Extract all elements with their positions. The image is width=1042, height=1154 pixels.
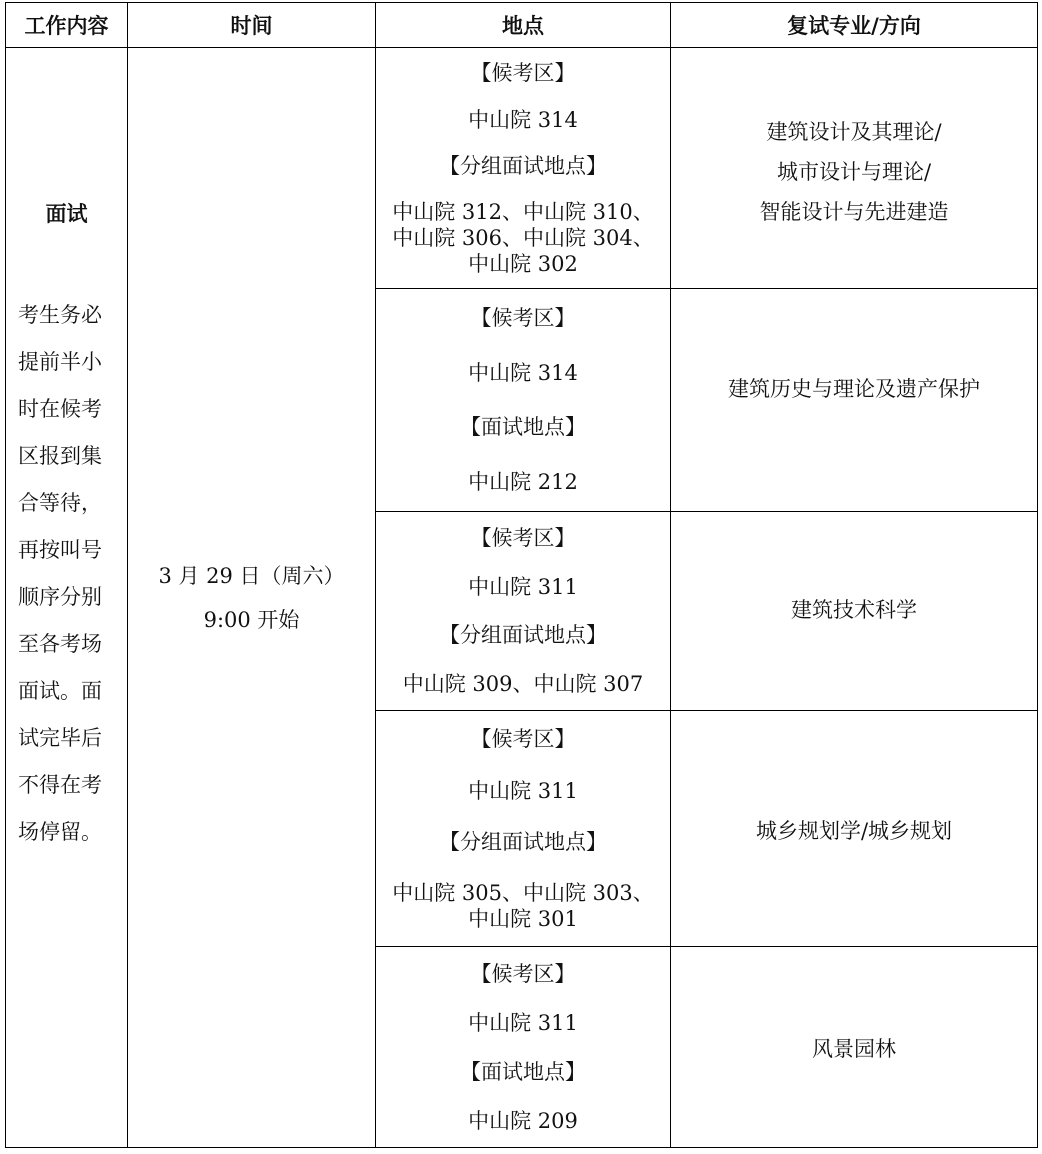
waiting-label: 【候考区】 xyxy=(470,61,576,86)
exam-rooms xyxy=(376,880,670,932)
exam-rooms: 中山院 309、中山院 307 xyxy=(402,671,644,696)
waiting-room: 中山院 311 xyxy=(468,574,578,599)
exam-rooms-line: 中山院 312、中山院 310、 xyxy=(392,199,654,224)
direction-line: 建筑历史与理论及遗产保护 xyxy=(728,377,980,401)
direction-line: 建筑技术科学 xyxy=(791,598,917,622)
location-cell xyxy=(376,947,671,1148)
time-start: 9:00 开始 xyxy=(203,607,300,632)
direction-cell xyxy=(671,48,1038,289)
exam-rooms-line: 中山院 301 xyxy=(468,907,578,932)
direction-line: 城乡规划学/城乡规划 xyxy=(755,819,953,843)
table-row xyxy=(6,48,1038,289)
waiting-room: 中山院 311 xyxy=(468,1010,578,1035)
location-cell xyxy=(376,711,671,947)
work-note: 考生务必提前半小时在候考区报到集合等待，再按叫号顺序分别至各考场面试。面试完毕后不得在考场停留。 xyxy=(18,303,102,844)
direction-cell xyxy=(671,947,1038,1148)
work-title: 面试 xyxy=(45,202,88,226)
exam-rooms-line: 中山院 302 xyxy=(468,251,578,276)
direction-cell xyxy=(671,512,1038,711)
exam-rooms: 中山院 209 xyxy=(468,1108,578,1133)
waiting-label: 【候考区】 xyxy=(470,306,576,331)
waiting-label: 【候考区】 xyxy=(470,526,576,551)
work-content-cell xyxy=(6,48,128,1148)
exam-rooms-line: 中山院 305、中山院 303、 xyxy=(392,881,654,906)
location-cell xyxy=(376,512,671,711)
direction-line: 建筑设计及其理论/ xyxy=(766,120,942,144)
waiting-room: 中山院 314 xyxy=(468,360,578,385)
header-location: 地点 xyxy=(376,3,671,48)
exam-label: 【分组面试地点】 xyxy=(439,154,607,179)
header-row xyxy=(6,3,1038,48)
waiting-room: 中山院 314 xyxy=(468,107,578,132)
direction-line: 风景园林 xyxy=(812,1037,896,1061)
exam-rooms-line: 中山院 306、中山院 304、 xyxy=(392,225,654,250)
interview-schedule-table xyxy=(5,2,1038,1148)
location-cell xyxy=(376,48,671,289)
location-cell xyxy=(376,289,671,512)
direction-cell xyxy=(671,711,1038,947)
time-cell xyxy=(128,48,376,1148)
waiting-room: 中山院 311 xyxy=(468,778,578,803)
waiting-label: 【候考区】 xyxy=(470,961,576,986)
direction-cell xyxy=(671,289,1038,512)
exam-rooms: 中山院 212 xyxy=(468,469,578,494)
direction-line: 智能设计与先进建造 xyxy=(759,200,949,224)
exam-label: 【面试地点】 xyxy=(460,1059,586,1084)
header-major-direction: 复试专业/方向 xyxy=(671,3,1038,48)
waiting-label: 【候考区】 xyxy=(470,726,576,751)
exam-rooms xyxy=(376,199,670,277)
header-work-content: 工作内容 xyxy=(6,3,128,48)
exam-label: 【分组面试地点】 xyxy=(439,830,607,855)
time-date: 3 月 29 日（周六） xyxy=(158,563,345,588)
exam-label: 【分组面试地点】 xyxy=(439,623,607,648)
exam-label: 【面试地点】 xyxy=(460,415,586,440)
direction-line: 城市设计与理论/ xyxy=(776,160,932,184)
header-time: 时间 xyxy=(128,3,376,48)
